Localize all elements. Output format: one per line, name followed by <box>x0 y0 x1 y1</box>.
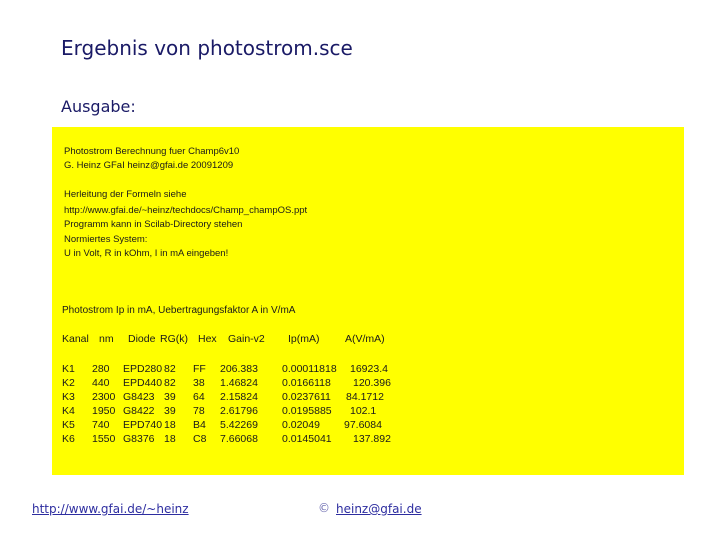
cell-kanal: K5 <box>62 419 75 431</box>
cell-rg: 18 <box>164 433 176 445</box>
cell-rg: 39 <box>164 391 176 403</box>
cell-diode: G8422 <box>123 405 155 417</box>
cell-hex: 64 <box>193 391 205 403</box>
cell-diode: EPD280 <box>123 363 163 375</box>
cell-diode: G8423 <box>123 391 155 403</box>
cell-nm: 1550 <box>92 433 116 445</box>
cell-gain: 2.15824 <box>220 391 258 403</box>
col-header-a: A(V/mA) <box>345 333 385 345</box>
cell-diode: G8376 <box>123 433 155 445</box>
cell-a: 120.396 <box>353 377 391 389</box>
cell-ip: 0.0195885 <box>282 405 332 417</box>
cell-hex: 38 <box>193 377 205 389</box>
cell-ip: 0.02049 <box>282 419 320 431</box>
info-line-5: U in Volt, R in kOhm, I in mA eingeben! <box>64 248 229 259</box>
email-link[interactable]: heinz@gfai.de <box>336 502 422 516</box>
cell-nm: 280 <box>92 363 110 375</box>
cell-nm: 740 <box>92 419 110 431</box>
info-line-1: Herleitung der Formeln siehe <box>64 189 187 200</box>
col-header-nm: nm <box>99 333 114 345</box>
header-line-1: Photostrom Berechnung fuer Champ6v10 <box>64 146 240 157</box>
copyright-icon: © <box>318 501 330 515</box>
info-line-2: http://www.gfai.de/~heinz/techdocs/Champ_champOS.ppt <box>64 205 308 216</box>
col-header-hex: Hex <box>198 333 217 345</box>
cell-nm: 440 <box>92 377 110 389</box>
cell-a: 16923.4 <box>350 363 388 375</box>
cell-a: 137.892 <box>353 433 391 445</box>
cell-rg: 18 <box>164 419 176 431</box>
cell-diode: EPD740 <box>123 419 163 431</box>
summary-line: Photostrom Ip in mA, Uebertragungsfaktor A in V/mA <box>62 305 296 316</box>
cell-diode: EPD440 <box>123 377 163 389</box>
cell-kanal: K4 <box>62 405 75 417</box>
cell-ip: 0.00011818 <box>282 363 337 375</box>
cell-ip: 0.0237611 <box>282 391 331 403</box>
cell-rg: 82 <box>164 377 176 389</box>
cell-hex: 78 <box>193 405 205 417</box>
header-line-2: G. Heinz GFaI heinz@gfai.de 20091209 <box>64 160 234 171</box>
cell-ip: 0.0145041 <box>282 433 332 445</box>
cell-kanal: K2 <box>62 377 75 389</box>
cell-nm: 2300 <box>92 391 116 403</box>
cell-hex: C8 <box>193 433 207 445</box>
cell-gain: 5.42269 <box>220 419 258 431</box>
cell-hex: B4 <box>193 419 206 431</box>
cell-gain: 7.66068 <box>220 433 258 445</box>
cell-nm: 1950 <box>92 405 116 417</box>
cell-hex: FF <box>193 363 206 375</box>
info-line-3: Programm kann in Scilab-Directory stehen <box>64 219 243 230</box>
cell-ip: 0.0166118 <box>282 377 331 389</box>
output-panel <box>52 127 684 475</box>
cell-rg: 39 <box>164 405 176 417</box>
cell-a: 97.6084 <box>344 419 382 431</box>
cell-rg: 82 <box>164 363 176 375</box>
cell-gain: 2.61796 <box>220 405 258 417</box>
col-header-gain: Gain-v2 <box>228 333 265 345</box>
col-header-rg: RG(k) <box>160 333 188 345</box>
col-header-diode: Diode <box>128 333 156 345</box>
cell-a: 84.1712 <box>346 391 384 403</box>
cell-a: 102.1 <box>350 405 377 417</box>
cell-kanal: K1 <box>62 363 75 375</box>
output-heading: Ausgabe: <box>61 97 136 116</box>
info-line-4: Normiertes System: <box>64 234 148 245</box>
cell-kanal: K6 <box>62 433 75 445</box>
page-title: Ergebnis von photostrom.sce <box>61 36 353 60</box>
cell-kanal: K3 <box>62 391 75 403</box>
col-header-ip: Ip(mA) <box>288 333 320 345</box>
cell-gain: 1.46824 <box>220 377 258 389</box>
homepage-link[interactable]: http://www.gfai.de/~heinz <box>32 502 189 516</box>
col-header-kanal: Kanal <box>62 333 89 345</box>
cell-gain: 206.383 <box>220 363 258 375</box>
